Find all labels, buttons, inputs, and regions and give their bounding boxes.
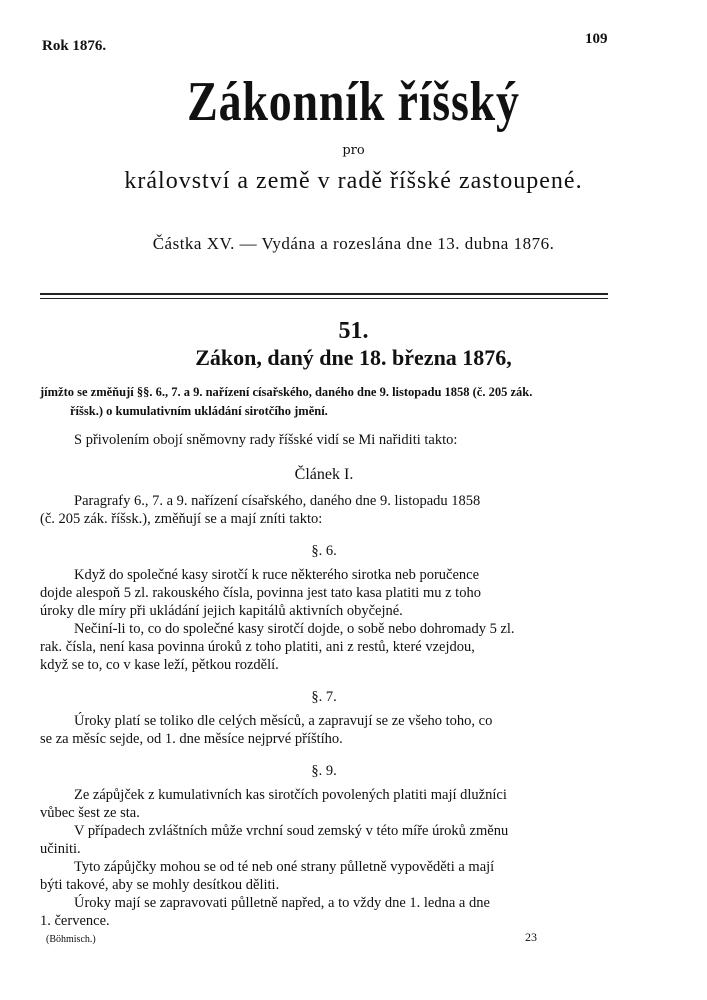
body-line: Paragrafy 6., 7. a 9. nařízení císařského, daného dne 9. listopadu 1858 xyxy=(74,493,481,509)
law-subtitle-line: jímžto se změňují §§. 6., 7. a 9. nařízení císařského, daného dne 9. listopadu 1858 (č. 205 zák. xyxy=(40,385,533,399)
year-label: Rok 1876. xyxy=(42,38,107,54)
section-heading: §. 6. xyxy=(311,543,337,559)
body-line: Úroky mají se zapravovati půlletně napřed, a to vždy dne 1. ledna a dne xyxy=(74,895,490,911)
law-subtitle-line: říšsk.) o kumulativním ukládání sirotčího jmění. xyxy=(70,404,328,418)
law-title: Zákon, daný dne 18. března 1876, xyxy=(195,345,512,370)
body-line: (č. 205 zák. říšsk.), změňují se a mají zníti takto: xyxy=(40,511,323,527)
section-heading: §. 7. xyxy=(311,689,337,705)
body-line: se za měsíc sejde, od 1. dne měsíce nejprvé příštího. xyxy=(40,731,343,747)
body-line: vůbec šest ze sta. xyxy=(40,805,140,821)
law-number: 51. xyxy=(338,318,369,344)
footer-language-note: (Böhmisch.) xyxy=(46,934,96,945)
body-line: Nečiní-li to, co do společné kasy sirotčí dojde, o sobě nebo dohromady 5 zl. xyxy=(74,621,515,637)
body-line: býti takové, aby se mohly desítkou děliti. xyxy=(40,877,280,893)
issue-line: Částka XV. — Vydána a rozeslána dne 13. dubna 1876. xyxy=(152,234,555,253)
header-rule-thick xyxy=(40,293,608,295)
header-rule-thin xyxy=(40,298,608,299)
body-line: když se to, co v kase leží, pětkou rozdělí. xyxy=(40,657,279,673)
section-heading: §. 9. xyxy=(311,763,337,779)
body-line: Úroky platí se toliko dle celých měsíců, a zapravují se ze všeho toho, co xyxy=(74,713,493,729)
page-title: Zákonník říšský xyxy=(187,71,520,133)
body-line: Ze zápůjček z kumulativních kas sirotčích povolených platiti mají dlužníci xyxy=(74,787,507,803)
law-subtitle xyxy=(40,383,610,421)
body-line: Tyto zápůjčky mohou se od té neb oné strany půlletně vypověděti a mají xyxy=(74,859,495,875)
page-number: 109 xyxy=(585,31,608,47)
body-line: Když do společné kasy sirotčí k ruce některého sirotka neb poručence xyxy=(74,567,480,583)
title-connector: pro xyxy=(342,143,365,158)
body-line: úroky dle míry při ukládání jejich kapitálů aktivních obyčejné. xyxy=(40,603,403,619)
article-heading: Článek I. xyxy=(294,466,354,483)
body-line: učiniti. xyxy=(40,841,81,857)
footer-signature-number: 23 xyxy=(525,930,537,944)
body-line: V případech zvláštních může vrchní soud zemský v této míře úroků změnu xyxy=(74,823,509,839)
body-line: rak. čísla, není kasa povinna úroků z toho platiti, ani z restů, které vzejdou, xyxy=(40,639,475,655)
preamble: S přivolením obojí sněmovny rady říšské vidí se Mi nařiditi takto: xyxy=(74,432,458,448)
body-line: 1. července. xyxy=(40,913,110,929)
page-subtitle: království a země v radě říšské zastoupené. xyxy=(124,168,583,194)
body-line: dojde alespoň 5 zl. rakouského čísla, povinna jest tato kasa platiti mu z toho xyxy=(40,585,481,601)
